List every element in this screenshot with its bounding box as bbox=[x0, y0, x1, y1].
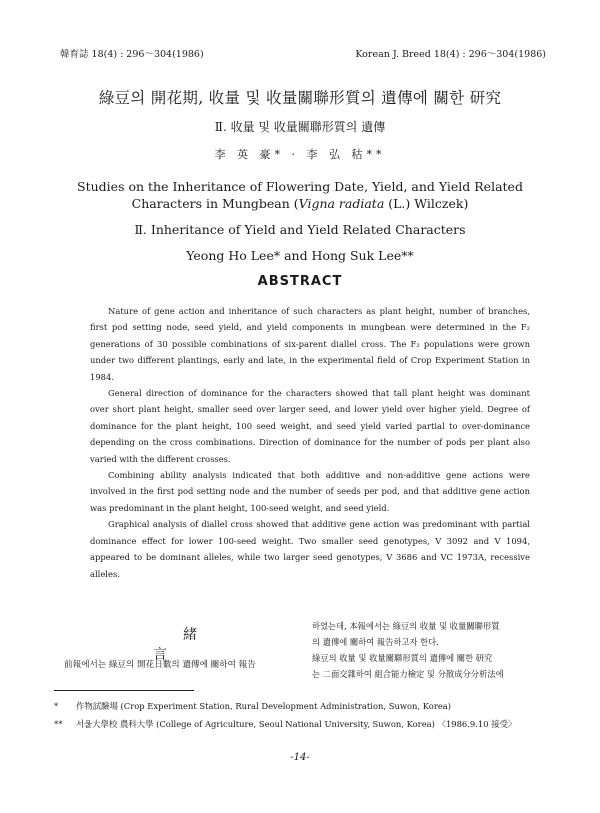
abstract-paragraph: Nature of gene action and inheritance of such characters as plant height, number of branches, first pod setting node, seed yield, and yield components in mungbean were determined in the F₂ generations of 30 possible combinations of six-parent diallel cross. The F₂ populations were grown under two different plantings, early and late, in the experimental field of Crop Experiment Station in 1984. bbox=[90, 306, 530, 382]
paper-subtitle-korean: Ⅱ. 收量 및 收量關聯形質의 遺傳 bbox=[214, 120, 386, 134]
footnote-divider bbox=[54, 690, 194, 691]
title-line-2 bbox=[0, 195, 600, 212]
introduction-right-column bbox=[312, 618, 542, 682]
footnote-1 bbox=[54, 700, 554, 712]
footnote-text: 作物試驗場 (Crop Experiment Station, Rural Development Administration, Suwon, Korea) bbox=[76, 701, 452, 711]
paper-subtitle-english: Ⅱ. Inheritance of Yield and Yield Related Characters bbox=[134, 222, 466, 237]
paper-title-korean: 綠豆의 開花期, 收量 및 收量關聯形質의 遺傳에 關한 研究 bbox=[98, 89, 502, 107]
journal-citation-kr: 韓育誌 18(4) : 296～304(1986) bbox=[60, 49, 204, 60]
introduction-heading: 緒 言 bbox=[153, 627, 257, 663]
intro-line: 는 二面交雜하여 組合能力檢定 및 分散成分分析法에 bbox=[312, 669, 504, 679]
abstract-paragraph: Graphical analysis of diallel cross showed that additive gene action was predominant with partial dominance effect for lower 100-seed weight. Two smaller seed genotypes, V 3092 and V 1094, appeared to be dominant alleles, while two larger seed genotypes, V 3686 and VC 1973A, recessive alleles. bbox=[90, 519, 530, 579]
abstract-heading: ABSTRACT bbox=[257, 274, 343, 289]
page-number: -14- bbox=[290, 752, 310, 763]
authors-korean: 李 英 豪* · 李 弘 秙** bbox=[214, 148, 386, 161]
title-line-2-pre: Characters in Mungbean ( bbox=[131, 196, 299, 211]
authors-english: Yeong Ho Lee* and Hong Suk Lee** bbox=[186, 248, 414, 263]
footnote-mark: * bbox=[54, 701, 59, 711]
title-line-1: Studies on the Inheritance of Flowering Date, Yield, and Yield Related bbox=[77, 179, 523, 194]
footnote-2 bbox=[54, 718, 554, 730]
intro-line: 綠豆의 收量 및 收量關聯形質의 遺傳에 關한 研究 bbox=[312, 653, 493, 663]
footnote-mark: ** bbox=[54, 719, 63, 729]
abstract-paragraph: General direction of dominance for the characters showed that tall plant height was dominant over short plant height, smaller seed over larger seed, and lower yield over higher yield. Degree of dominance for the plant height, 100 seed weight, and seed yield varied partial to over-dominance depending on the cross combinations. Direction of dominance for the number of pods per plant also varied with the different crosses. bbox=[90, 388, 530, 464]
introduction-left-column: 前報에서는 綠豆의 開花日數의 遺傳에 關하여 報告 bbox=[64, 660, 256, 670]
paper-title-english bbox=[0, 178, 600, 212]
journal-citation-en: Korean J. Breed 18(4) : 296～304(1986) bbox=[355, 49, 546, 60]
species-name: Vigna radiata bbox=[298, 196, 385, 211]
title-line-2-post: (L.) Wilczek) bbox=[384, 196, 469, 211]
abstract-paragraph: Combining ability analysis indicated that both additive and non-additive gene actions were involved in the first pod setting node and the number of seeds per pod, and that additive gene action was predominant in the plant height, 100-seed weight, and seed yield. bbox=[90, 470, 530, 513]
intro-line: 하였는데, 本報에서는 綠豆의 收量 및 收量關聯形質 bbox=[312, 621, 500, 631]
footnote-text: 서울大學校 農科大學 (College of Agriculture, Seoul National University, Suwon, Korea) 〈1986.9.10 接受〉 bbox=[76, 719, 517, 729]
intro-line: 의 遺傳에 關하여 報告하고자 한다. bbox=[312, 637, 439, 647]
abstract-body bbox=[90, 303, 530, 582]
